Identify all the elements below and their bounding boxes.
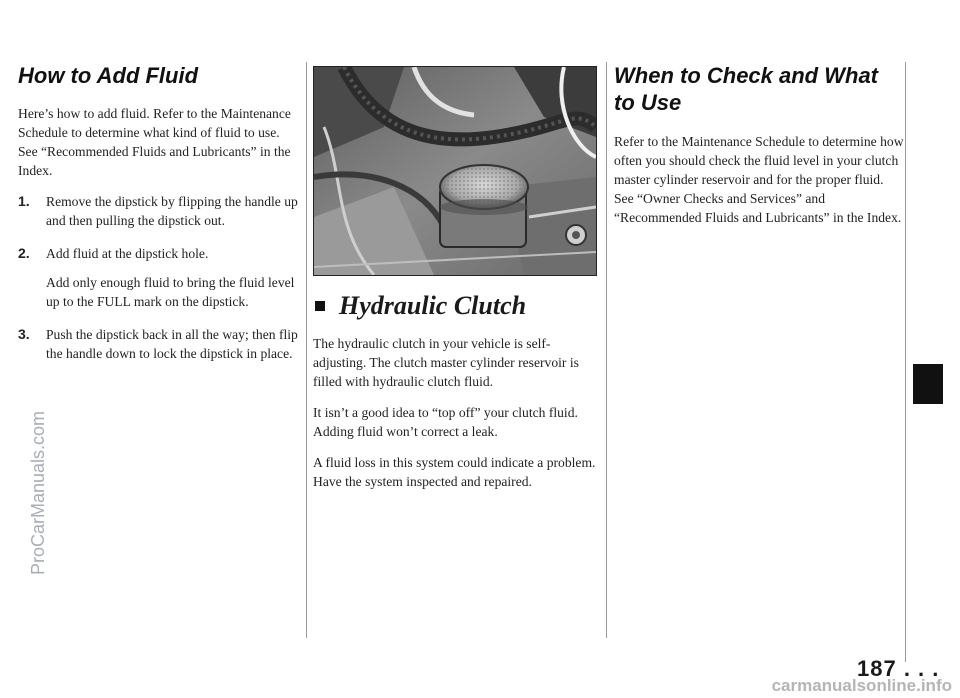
- step-number: 2.: [18, 245, 30, 261]
- step-number: 3.: [18, 326, 30, 342]
- step-text: Push the dipstick back in all the way; then flip the handle down to lock the dipstick in place.: [46, 327, 298, 361]
- steps-list: [18, 192, 300, 363]
- column-divider-right: [606, 62, 607, 638]
- engine-clutch-reservoir-photo: [313, 66, 597, 276]
- column-divider-left: [306, 62, 307, 638]
- step-3: [18, 325, 300, 363]
- column-divider-edge: [905, 62, 906, 662]
- clutch-paragraph-2: It isn’t a good idea to “top off” your clutch fluid. Adding fluid won’t correct a leak.: [313, 405, 578, 439]
- step-2-note: Add only enough fluid to bring the fluid level up to the FULL mark on the dipstick.: [46, 275, 295, 309]
- step-2: [18, 244, 300, 311]
- intro-paragraph: Here’s how to add fluid. Refer to the Maintenance Schedule to determine what kind of fluid to use. See “Recommended Fluids and Lubricants” in the Index.: [18, 106, 291, 178]
- page-number: 187 . . .: [857, 656, 940, 681]
- step-text: Add fluid at the dipstick hole.: [46, 246, 209, 261]
- left-column: [18, 62, 300, 377]
- clutch-paragraph-3: A fluid loss in this system could indicate a problem. Have the system inspected and repaired.: [313, 455, 596, 489]
- section-tab-marker: [913, 364, 943, 404]
- watermark-side: ProCarManuals.com: [28, 410, 48, 575]
- middle-column: [313, 66, 603, 503]
- step-1: [18, 192, 300, 230]
- heading-when-to-check: When to Check and What to Use: [614, 63, 878, 115]
- when-to-check-paragraph: Refer to the Maintenance Schedule to determine how often you should check the fluid level in your clutch master cylinder reservoir and for the proper fluid. See “Owner Checks and Services” and “Recommended Fluids and Lubricants” in the Index.: [614, 134, 904, 225]
- clutch-paragraph-1: The hydraulic clutch in your vehicle is self-adjusting. The clutch master cylinder reservoir is filled with hydraulic clutch fluid.: [313, 336, 579, 389]
- section-title: Hydraulic Clutch: [339, 291, 527, 320]
- heading-how-to-add-fluid: How to Add Fluid: [18, 63, 199, 88]
- square-bullet-icon: [315, 301, 325, 311]
- step-number: 1.: [18, 193, 30, 209]
- step-text: Remove the dipstick by flipping the handle up and then pulling the dipstick out.: [46, 194, 298, 228]
- watermark-footer: carmanualsonline.info: [771, 676, 952, 695]
- right-column: [614, 62, 904, 239]
- heading-hydraulic-clutch: [313, 290, 603, 322]
